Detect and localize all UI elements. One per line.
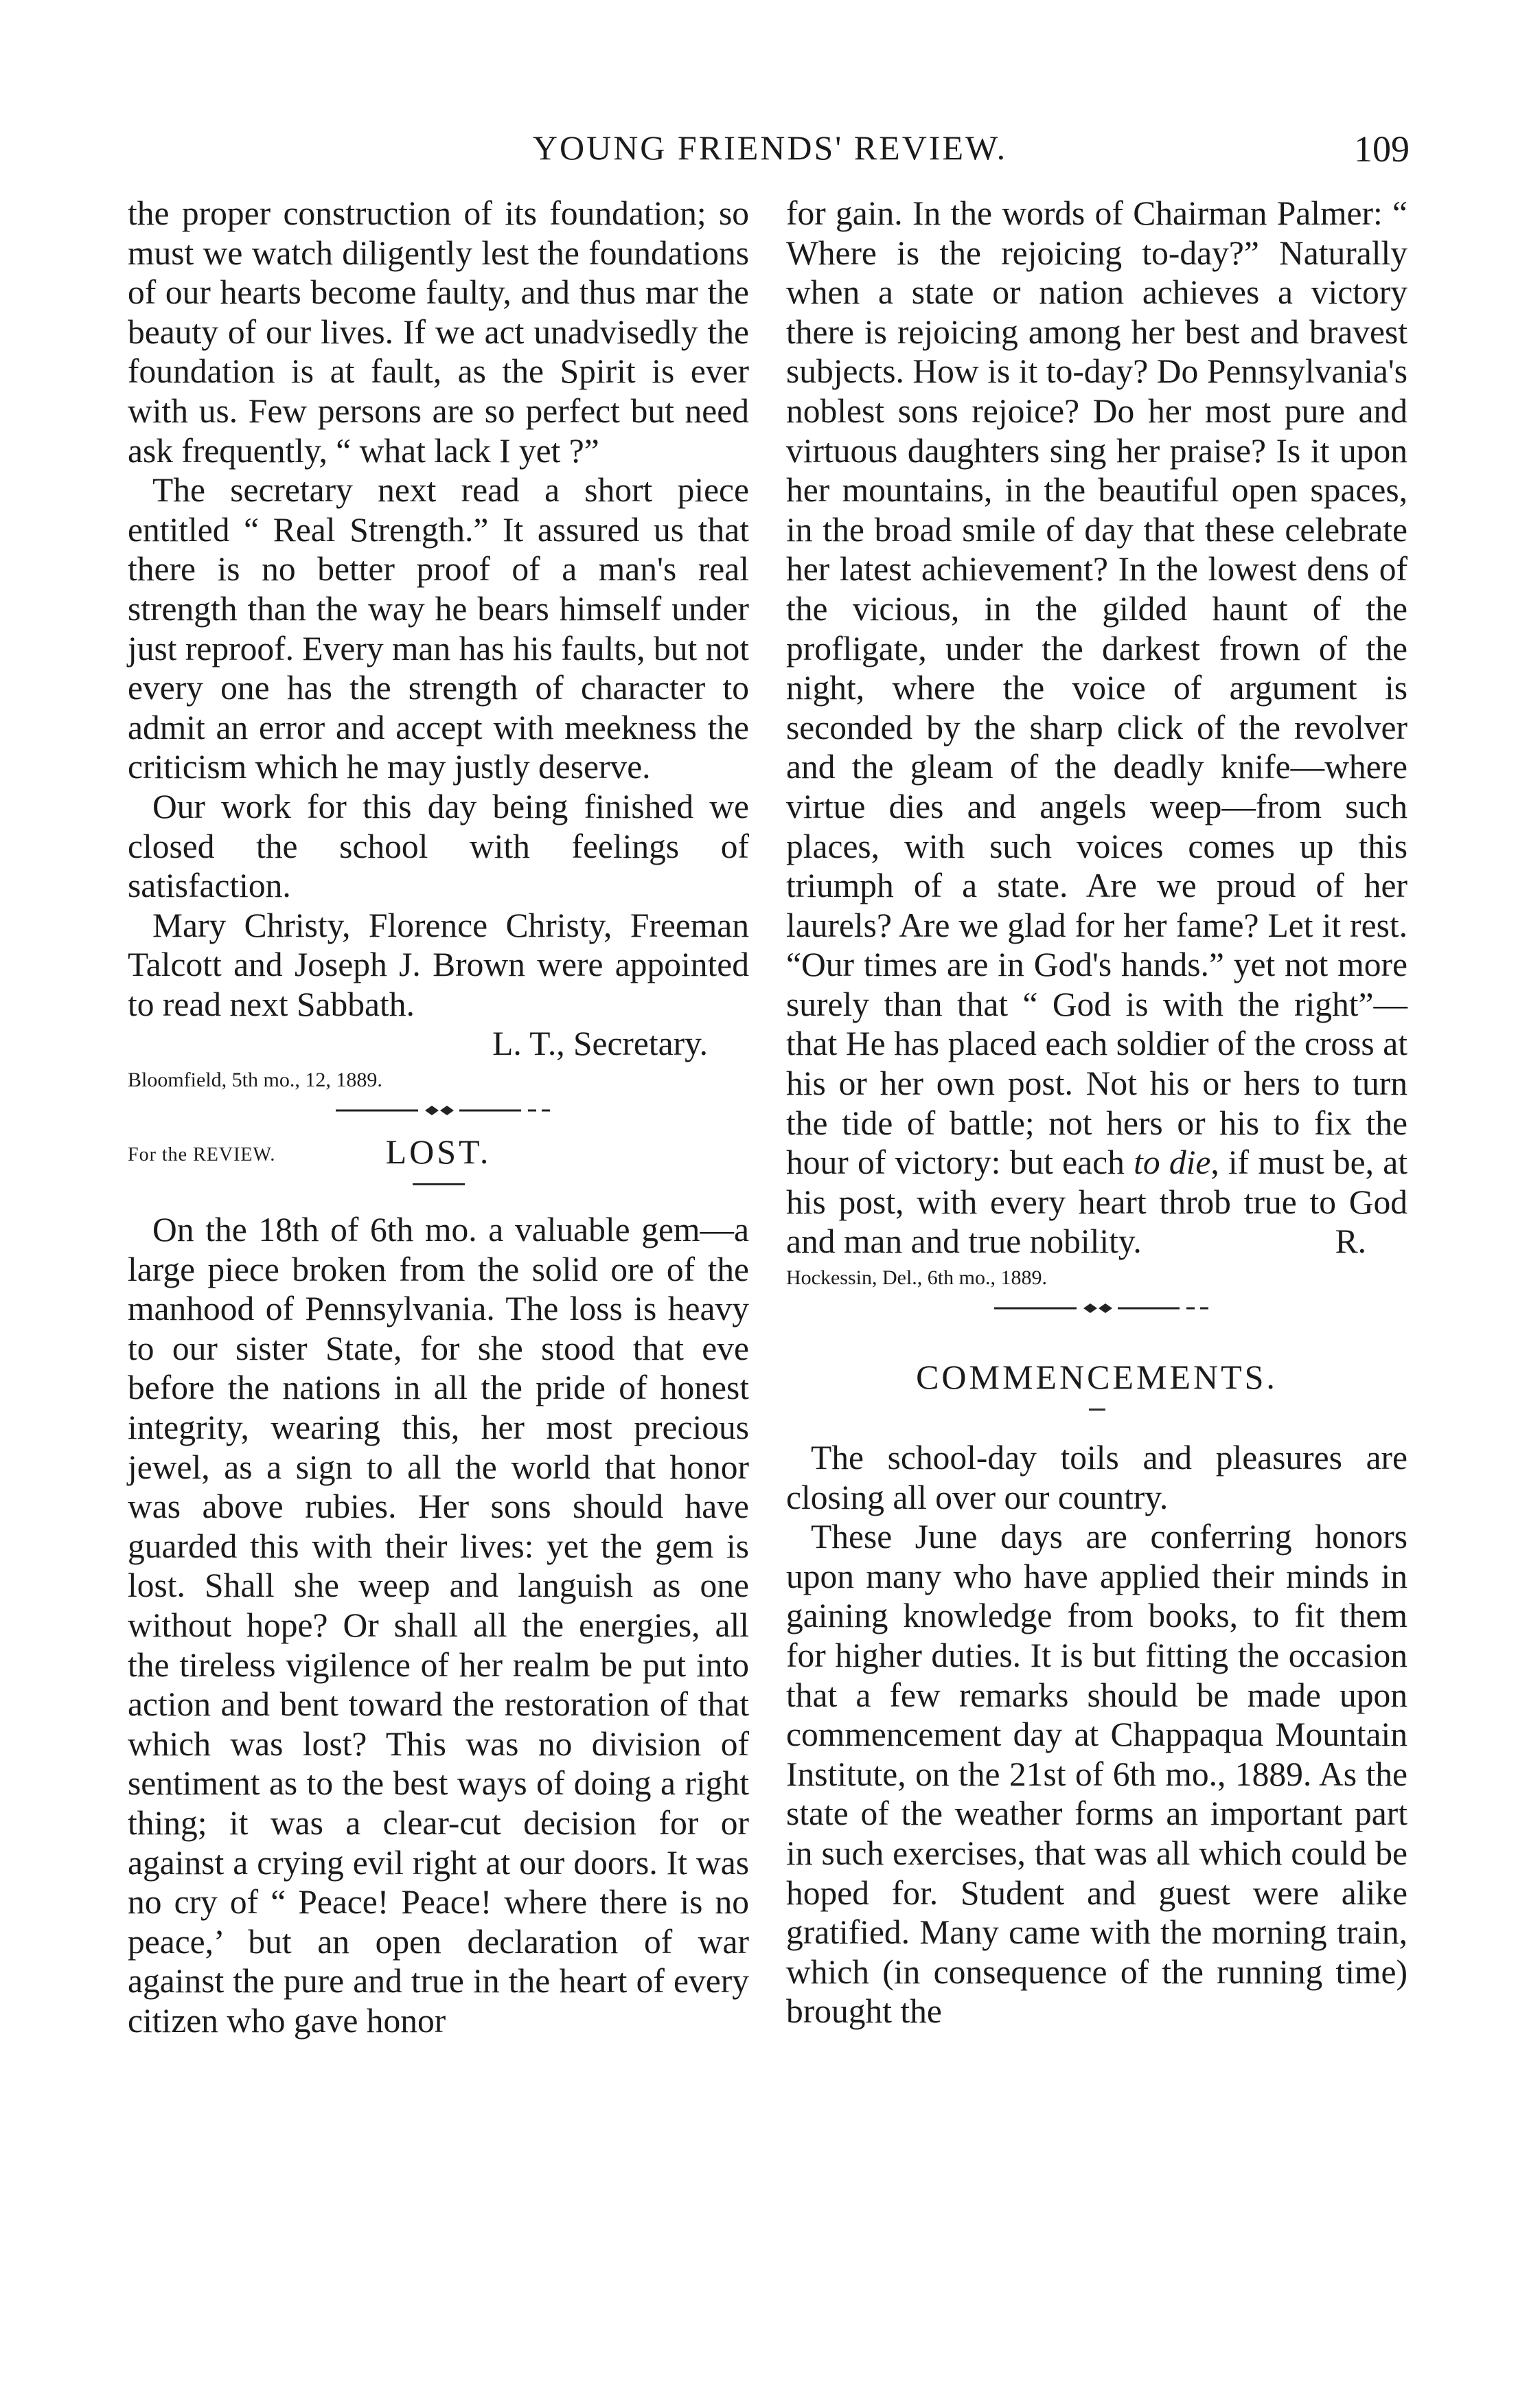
secretary-signature: L. T., Secretary. <box>492 1025 708 1063</box>
real-strength-paragraph: The secretary next read a short piece entitled “ Real Strength.” It assured us that there is no better proof of a man's real strength than the way he bears himself under just reproof. Every man has his faults, but not every one has the strength of character to admit an error and accept with meekness the criticism which he may justly deserve. <box>128 471 749 786</box>
emphasis-to-die: to die <box>1134 1143 1211 1182</box>
lost-end-text: , if must be, at his post, with every heart throb true to God and man and true nobility. <box>786 1143 1407 1261</box>
commencements-paragraph-2: These June days are conferring honors upon many who have applied their minds in gaining knowledge from books, to fit them for higher duties. It is but fitting the occasion that a few remarks should be made upon commencement day at Chappaqua Mountain Institute, on the 21st of 6th mo., 1889. As the state of the weather forms an important part in such exercises, that was all which could be hoped for. Student and guest were alike gratified. Many came with the morning train, which (in consequence of the running time) brought the <box>786 1518 1407 2031</box>
r-signature: R. <box>1335 1222 1366 1261</box>
lost-continued-paragraph <box>786 194 1407 1262</box>
rule-with-diamonds-icon <box>128 1097 749 1124</box>
commencements-paragraph-1: The school-day toils and pleasures are closing all over our country. <box>786 1439 1407 1516</box>
lost-title: LOST. <box>385 1132 492 1172</box>
rule-with-diamonds-icon <box>786 1295 1407 1322</box>
lost-paragraph: On the 18th of 6th mo. a valuable gem—a large piece broken from the solid ore of the manhood of Pennsylvania. The loss is heavy to our sister State, for she stood that eve before the nations in all the pride of honest integrity, wearing this, her most precious jewel, as a sign to all the world that honor was above rubies. Her sons should have guarded this with their lives: yet the gem is lost. Shall she weep and languish as one without hope? Or shall all the energies, all the tireless vigilence of her realm be put into action and bent toward the restoration of that which was lost? This was no division of sentiment as to the best ways of doing a right thing; it was a clear-cut decision for or against a crying evil right at our doors. It was no cry of “ Peace! Peace! where there is no peace,’ but an open declaration of war against the pure and true in the heart of every citizen who gave honor <box>128 1211 749 2040</box>
running-title: YOUNG FRIENDS' REVIEW. <box>532 128 1008 167</box>
closing-paragraph: Our work for this day being finished we closed the school with feelings of satisfaction. <box>128 787 749 905</box>
left-column <box>128 194 749 2041</box>
commencements-title: COMMENCEMENTS. <box>916 1358 1278 1397</box>
lost-heading <box>128 1124 749 1179</box>
title-dash <box>1089 1409 1105 1411</box>
right-column <box>786 194 1407 2031</box>
appointment-paragraph: Mary Christy, Florence Christy, Freeman Talcott and Joseph J. Brown were appointed to read next Sabbath. <box>128 906 749 1023</box>
continued-paragraph: the proper construction of its foundation; so must we watch diligently lest the foundations of our hearts become faulty, and thus mar the beauty of our lives. If we act unadvisedly the foundation is at fault, as the Spirit is ever with us. Few persons are so perfect but need ask frequently, “ what lack I yet ?” <box>128 194 749 470</box>
page-number: 109 <box>1354 128 1410 170</box>
for-review-attribution: For the REVIEW. <box>128 1144 276 1166</box>
title-rule <box>413 1183 465 1185</box>
hockessin-dateline: Hockessin, Del., 6th mo., 1889. <box>786 1266 1047 1290</box>
bloomfield-dateline: Bloomfield, 5th mo., 12, 1889. <box>128 1069 382 1092</box>
lost-continued-text: for gain. In the words of Chairman Palmer: “ Where is the rejoicing to-day?” Naturally when a state or nation achieves a victory there is rejoicing among her best and bravest subjects. How is it to-day? Do Pennsylvania's noblest sons rejoice? Do her most pure and virtuous daughters sing her praise? Is it upon her mountains, in the beautiful open spaces, in the broad smile of day that these celebrate her latest achievement? In the lowest dens of the vicious, in the gilded haunt of the profligate, under the darkest frown of the night, where the voice of argument is seconded by the sharp click of the revolver and the gleam of the deadly knife—where virtue dies and angels weep—from such places, with such voices comes up this triumph of a state. Are we proud of her laurels? Are we glad for her fame? Let it rest. “Our times are in God's hands.” yet not more surely than that “ God is with the right”—that He has placed each soldier of the cross at his or her own post. Not his or hers to turn the tide of battle; not hers or his to fix the hour of victory: but each <box>786 194 1407 1182</box>
